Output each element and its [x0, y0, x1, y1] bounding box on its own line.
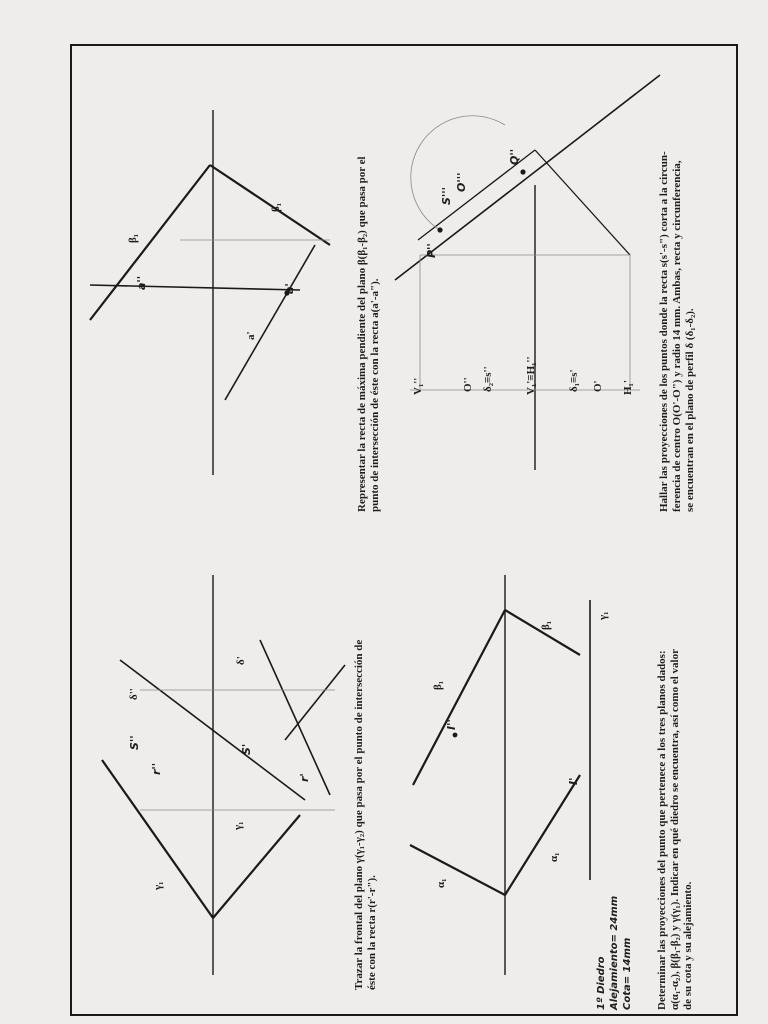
- ex4-O-p: O': [592, 380, 604, 392]
- ex3-statement: [356, 72, 382, 512]
- ex2-gamma1-label: γ₁: [597, 611, 609, 620]
- ex1-delta: [285, 665, 345, 740]
- ex4-S-pp: S''': [440, 186, 453, 205]
- ex4-Q-pp: Q'': [508, 148, 521, 165]
- ex2-statement: [656, 570, 695, 1010]
- ex3-beta1-upper: [90, 165, 210, 320]
- ex2-answer: [595, 890, 634, 1010]
- ex3-a-p-label: a': [283, 283, 296, 294]
- ex1-gamma1-label-a: γ₁: [152, 881, 164, 890]
- ex2-alpha1-label-b: α₁: [548, 852, 560, 862]
- ex4-O-pp: O'': [462, 377, 474, 392]
- ex2-beta1-lower: [505, 610, 580, 655]
- ex2-alpha1-label-a: α₁: [435, 878, 447, 888]
- ex1-gamma1-lower: [213, 815, 300, 918]
- ex3-line-1: Representar la recta de máxima pendiente del plano β(β₁-β₂) que pasa por el: [356, 156, 368, 512]
- ex4-d1s: δ₁≡s': [568, 369, 580, 392]
- ex4-line-2: ferencia de centro O(O'-O") y radio 14 mm. Ambas, recta y circunferencia,: [671, 160, 683, 512]
- ex1-r-pp-label: r'': [150, 762, 163, 775]
- ex2-dihedral: 1º Diedro: [596, 956, 607, 1010]
- ex2-height: Cota= 14mm: [622, 937, 633, 1010]
- ex3-line-2: punto de intersección de éste con la recta a(a'-a").: [369, 278, 381, 512]
- ex1-s-p-label: S': [240, 743, 253, 755]
- ex4-V1pp: V₁'': [412, 377, 424, 395]
- ex4-P-pp: P'': [425, 243, 438, 258]
- ex1-r-p-label: r': [298, 773, 311, 782]
- ex2-line-1: Determinar las proyecciones del punto que pertenece a los tres planos dados:: [656, 650, 668, 1010]
- ex2-alpha1-upper: [410, 845, 505, 895]
- ex3-beta1-label-b: β₁: [270, 202, 282, 212]
- ex1-delta-p-label: δ': [235, 656, 247, 665]
- ex1-gamma1-label-b: γ₁: [232, 821, 244, 830]
- ex1-statement: [353, 560, 379, 990]
- ex3-beta1-label-a: β₁: [127, 233, 139, 243]
- ex3-a-line: [225, 245, 315, 400]
- ex1-delta-pp-label: δ'': [128, 688, 140, 700]
- ex4-delta1: [535, 150, 630, 255]
- ex1-r-p: [260, 640, 330, 795]
- ex2-I-pp-label: I'': [445, 719, 458, 730]
- ex4-line-3: se encuentran en el plano de perfil δ (δ₁-δ₂).: [684, 308, 696, 512]
- ex3-a-label: a': [245, 331, 257, 340]
- ex4-V1H: V₁'≡H₁'': [525, 356, 537, 395]
- ex4-statement: [658, 67, 697, 512]
- ex4-d2s: δ₂≡s'': [482, 366, 494, 392]
- ex1-line-2: éste con la recta r(r'-r").: [366, 875, 378, 990]
- ex2-distance: Alejamiento= 24mm: [609, 895, 620, 1010]
- ex4-H1p: H₁': [622, 380, 634, 395]
- ex2-line-2: α(α₁-α₂), β(β₁-β₂) y γ(γ₁). Indicar en qué diedro se encuentra, así como el valor: [669, 649, 681, 1010]
- ex4-line-1: Hallar las proyecciones de los puntos donde la recta s(s'-s") corta a la circun-: [658, 151, 670, 512]
- ex2-beta1-upper: [413, 610, 505, 785]
- ex2-beta1-label-b: β₁: [540, 620, 552, 630]
- ex1-line-1: Trazar la frontal del plano γ(γ₁-γ₂) que pasa por el punto de intersección de: [353, 639, 365, 990]
- ex4-O-ppp: O''': [455, 172, 468, 192]
- ex2-line-3: de su cota y su alejamiento.: [682, 881, 694, 1010]
- ex1-s-pp-label: S'': [128, 735, 141, 750]
- ex2-I-p-label: I': [567, 777, 580, 785]
- ex1-gamma1-upper: [102, 760, 213, 918]
- ex3-a-pp-label: a'': [135, 275, 148, 290]
- ex2-beta1-label-a: β₁: [432, 680, 444, 690]
- ex3-a-pp: [90, 285, 300, 290]
- ex2-alpha1-lower: [505, 775, 580, 895]
